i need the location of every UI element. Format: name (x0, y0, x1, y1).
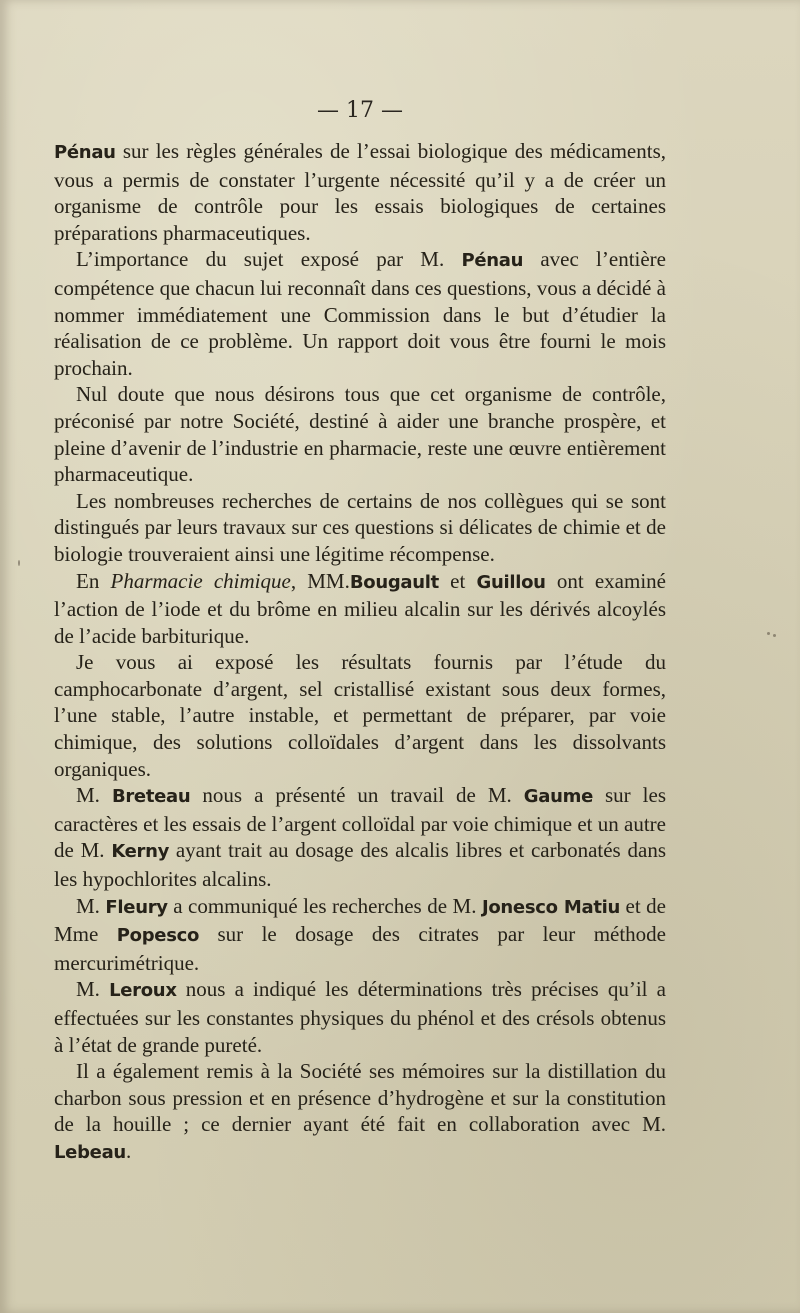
person-name: Kerny (111, 841, 170, 863)
person-name: Pénau (54, 142, 116, 163)
person-name: Gaume (523, 786, 593, 808)
paragraph (54, 381, 666, 487)
person-name: Popesco (116, 925, 200, 947)
paragraph (54, 893, 666, 977)
text-run: a communiqué les recherches de M. (167, 893, 482, 918)
paragraph (54, 488, 666, 568)
text-run: ayant trait au dosage des alcalis libres et carbonatés dans les hypochlorites alcalins. (54, 838, 666, 892)
text-run: ont examiné l’action de l’iode et du brôme en milieu alcalin sur les dérivés alcoylés de l’acide barbiturique. (54, 568, 666, 648)
person-name: Bougault (349, 571, 439, 593)
text-run: M. (76, 977, 110, 1002)
page-number: — 17 — (317, 98, 403, 123)
paper-speck (18, 560, 20, 566)
text-run: M. (76, 893, 106, 918)
paragraph (54, 976, 666, 1058)
person-name: Pénau (461, 250, 524, 272)
person-name: Lebeau (54, 1141, 126, 1163)
body-text (54, 138, 666, 1167)
text-run: et de Mme (54, 893, 666, 947)
text-run: L’importance du sujet exposé par M. (76, 247, 462, 272)
text-run: sur les caractères et les essais de l’argent colloïdal par voie chimique et un autre de M. (54, 783, 666, 863)
text-run: Je vous ai exposé les résultats fournis par l’étude du camphocarbonate d’argent, sel cristallisé existant sous deux formes, l’une stable, l’autre instable, et permettant de préparer, par voie chimique, des solutions colloïdales d’argent dans les dissolvants organiques. (54, 650, 666, 781)
text-run: sur le dosage des citrates par leur méthode mercurimétrique. (54, 922, 666, 975)
person-name: Jonesco Matiu (481, 896, 621, 918)
paragraph (54, 649, 666, 782)
text-run: En (76, 568, 111, 593)
text-run: nous a indiqué les déterminations très précises qu’il a effectuées sur les constantes physiques du phénol et des crésols obtenus à l’état de grande pureté. (54, 977, 666, 1057)
paragraph (54, 568, 666, 650)
text-run: M. (76, 783, 112, 808)
text-run: avec l’entière compétence que chacun lui reconnaît dans ces questions, vous a décidé à nommer immédiatement une Commission dans le but d’étudier la réalisation de ce problème. Un rapport doit vous être fourni le mois prochain. (54, 247, 666, 380)
paper-speck (773, 634, 776, 637)
section-title: Pharmacie chimique (110, 568, 291, 593)
person-name: Breteau (111, 786, 191, 808)
person-name: Guillou (476, 571, 546, 593)
text-run: Nul doute que nous désirons tous que cet organisme de contrôle, préconisé par notre Société, destiné à aider une branche prospère, et pleine d’avenir de l’industrie en pharmacie, reste une œuvre entièrement pharmaceutique. (54, 382, 666, 487)
text-run: Les nombreuses recherches de certains de nos collègues qui se sont distingués par leurs travaux sur ces questions si délicates de chimie et de biologie trouveraient ainsi une légitime récompense. (54, 488, 666, 566)
paragraph (54, 782, 666, 892)
text-run: Il a également remis à la Société ses mémoires sur la distillation du charbon sous pression et en présence d’hydrogène et sur la constitution de la houille ; ce dernier ayant été fait en collaboration avec M. (54, 1059, 666, 1137)
text-run: , MM. (290, 568, 350, 593)
paragraph (54, 246, 666, 381)
person-name: Fleury (105, 896, 168, 918)
text-run: sur les règles générales de l’essai biologique des médicaments, vous a permis de constater l’urgente nécessité qu’il y a de créer un organisme de contrôle pour les essais biologiques de certaines préparations pharmaceutiques. (54, 139, 666, 245)
text-run: et (438, 568, 477, 593)
person-name: Leroux (109, 980, 177, 1002)
paragraph (54, 138, 666, 246)
text-run: . (125, 1138, 132, 1163)
paper-speck (767, 632, 770, 635)
paragraph (54, 1058, 666, 1166)
text-run: nous a présenté un travail de M. (190, 783, 524, 808)
